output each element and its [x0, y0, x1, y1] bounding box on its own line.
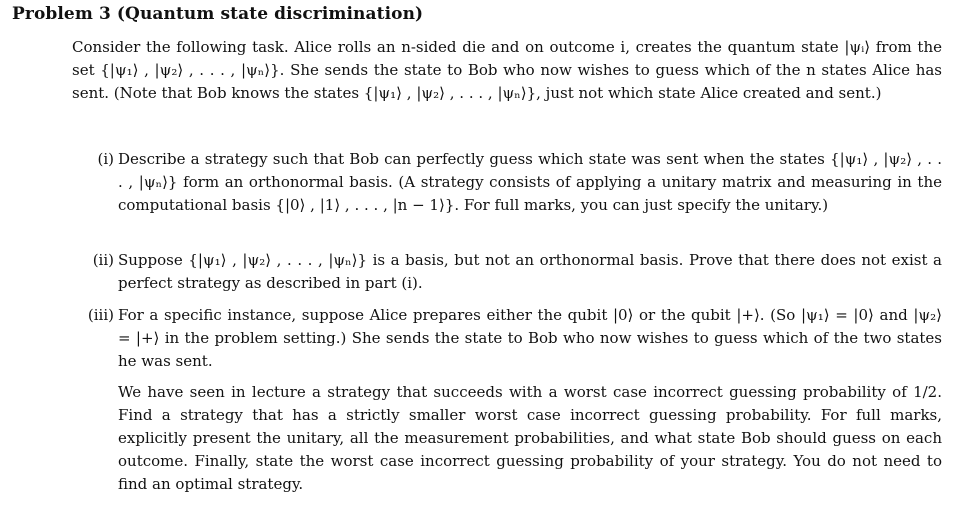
part-label: (ii)	[92, 251, 114, 269]
part-paragraph: Describe a strategy such that Bob can perfectly guess which state was sent when the states {|ψ₁⟩ , |ψ₂⟩ , . . . , |ψₙ⟩} form an orthonormal basis. (A strategy consists of applying a unitary matrix and measuring in the computational basis {|0⟩ , |1⟩ , . . . , |n − 1⟩}. For full marks, you can just specify the unitary.)	[118, 150, 942, 214]
part-paragraph: For a specific instance, suppose Alice prepares either the qubit |0⟩ or the qubit |+⟩. (So |ψ₁⟩ = |0⟩ and |ψ₂⟩ = |+⟩ in the problem setting.) She sends the state to Bob who now wishes to guess which of the two states he was sent.	[118, 306, 942, 370]
part-text	[118, 304, 942, 496]
problem-intro: Consider the following task. Alice rolls an n-sided die and on outcome i, creates the quantum state |ψᵢ⟩ from the set {|ψ₁⟩ , |ψ₂⟩ , . . . , |ψₙ⟩}. She sends the state to Bob who now wishes to guess which of the n states Alice has sent. (Note that Bob knows the states {|ψ₁⟩ , |ψ₂⟩ , . . . , |ψₙ⟩}, just not which state Alice created and sent.)	[72, 38, 942, 102]
problem-title: Problem 3 (Quantum state discrimination)	[12, 4, 424, 24]
part-text	[118, 249, 942, 295]
part-label: (iii)	[87, 306, 114, 324]
part-label: (i)	[97, 150, 114, 168]
part-paragraph: We have seen in lecture a strategy that succeeds with a worst case incorrect guessing probability of 1/2. Find a strategy that has a strictly smaller worst case incorrect guessing probability. For full marks, explicitly present the unitary, all the measurement probabilities, and what state Bob should guess on each outcome. Finally, state the worst case incorrect guessing probability of your strategy. You do not need to find an optimal strategy.	[118, 383, 942, 493]
part-paragraph: Suppose {|ψ₁⟩ , |ψ₂⟩ , . . . , |ψₙ⟩} is a basis, but not an orthonormal basis. Prove that there does not exist a perfect strategy as described in part (i).	[118, 251, 942, 292]
part-text	[118, 148, 942, 217]
